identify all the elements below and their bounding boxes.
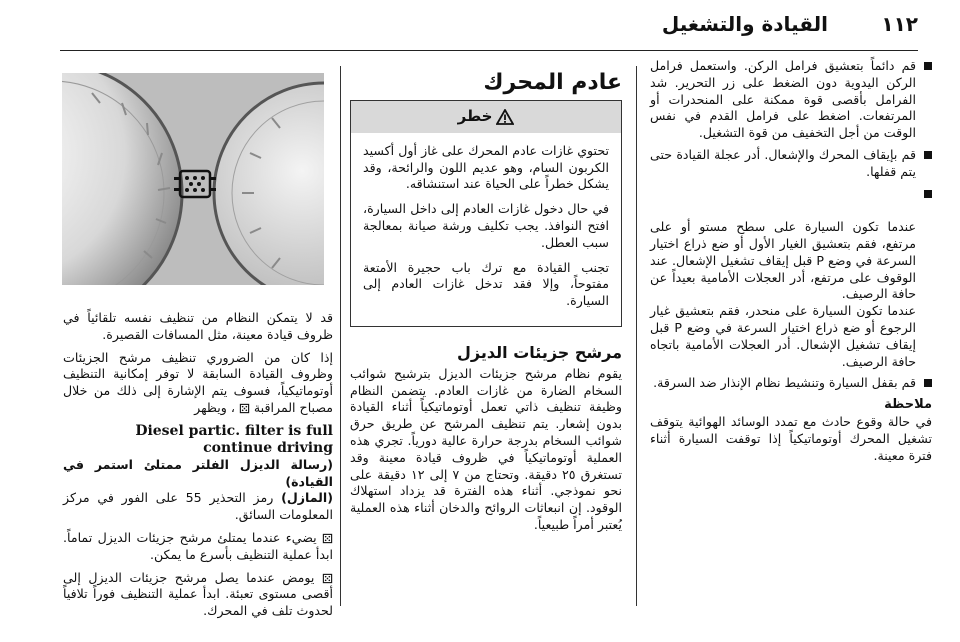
bullet-item: قم بإيقاف المحرك والإشعال. أدر عجلة القيادة حتى يتم قفلها. — [650, 147, 932, 181]
warning-paragraph: تحتوي غازات عادم المحرك على غاز أول أكسيد الكربون السام، وهو عديم اللون والرائحة، وقد يشكل خطراً على الحياة عند استنشاقه. — [363, 142, 609, 192]
diesel-particulate-filter-icon — [239, 403, 250, 414]
left-paragraph: يضيء عندما يمتلئ مرشح جزيئات الديزل تماماً. ابدأ عملية التنظيف بأسرع ما يمكن. — [63, 529, 333, 562]
bullet-item: قم دائماً بتعشيق فرامل الركن. واستعمل فرامل الركن اليدوية دون الضغط على زر التحرير. شد الفرامل بأقصى قوة ممكنة على المنحدرات أو المرتفعات. اضغط على فرامل القدم في نفس الوقت من أجل التخفيف من قوة التشغيل. — [650, 58, 932, 142]
section-heading: عادم المحرك — [483, 70, 622, 95]
subsection-title: مرشح جزيئات الديزل — [457, 342, 622, 362]
bullet-item: قم بقفل السيارة وتنشيط نظام الإنذار ضد السرقة. — [650, 375, 932, 392]
column-divider-right — [636, 66, 637, 606]
bullet-square-icon — [924, 190, 932, 198]
diesel-particulate-filter-icon — [322, 533, 333, 544]
warning-paragraph: تجنب القيادة مع ترك باب حجيرة الأمتعة مفتوحاً، وإلا فقد تدخل غازات العادم إلى السيارة. — [363, 259, 609, 309]
diesel-particulate-filter-icon — [322, 573, 333, 584]
left-paragraph: يومض عندما يصل مرشح جزيئات الديزل إلى أقصى مستوى تعبئة. ابدأ عملية التنظيف فوراً تلافياً لحدوث تلف في المحرك. — [63, 569, 333, 619]
middle-column — [350, 70, 622, 534]
bullet-square-icon — [924, 379, 932, 387]
warning-body — [351, 133, 621, 326]
note-title: ملاحظة — [884, 397, 932, 413]
bullet-square-icon — [924, 62, 932, 70]
left-paragraph: قد لا يتمكن النظام من تنظيف نفسه تلقائياً في ظروف قيادة معينة، مثل المسافات القصيرة. — [63, 310, 333, 342]
left-column — [63, 310, 333, 626]
subsection-body: يقوم نظام مرشح جزيئات الديزل بترشيح شوائب السخام الضارة من غازات العادم. يتضمن النظام وظيفة تنظيف ذاتي تعمل أوتوماتيكياً أثناء القيادة بدون إشعار. يتم تنظيف المرشح عن طريق حرق شوائب السخام بدرجة حرارة عالية دورياً. تجري هذه العملية أوتوماتيكياً في ظروف قيادة معينة وقد تستغرق ٢٥ دقيقة. وتحتاج من ٧ إلى ١٢ دقيقة على نحو نموذجي. أثناء هذه الفترة قد يزداد استهلاك الوقود. إن انبعاثات الروائح والدخان أثناء هذه العملية يُعتبر أمراً طبيعياً. — [350, 365, 622, 532]
note-text: في حالة وقوع حادث مع تمدد الوسائد الهوائية يتوقف تشغيل المحرك أوتوماتيكياً إذا توقفت السيارة أثناء فترة معينة. — [650, 413, 932, 463]
warning-header — [351, 101, 621, 133]
instrument-cluster-figure — [62, 73, 324, 285]
right-column — [650, 58, 932, 464]
left-paragraph: (المازل) رمز التحذير 55 على الفور في مركز المعلومات السائق. — [63, 490, 333, 523]
warning-label: خطر — [457, 107, 493, 126]
left-paragraph: إذا كان من الضروري تنظيف مرشح الجزيئات وظروف القيادة السابقة لا توفر إمكانية التنظيف أوتوماتيكياً، فسوف يتم الإشارة إلى ذلك من خلال مصباح المراقبة ، ويظهر — [63, 349, 333, 415]
page-header — [0, 10, 960, 40]
header-rule — [60, 50, 918, 51]
warning-box — [350, 100, 622, 327]
section-title: القيادة والتشغيل — [661, 12, 828, 36]
warning-triangle-icon — [496, 109, 514, 125]
column-divider-left — [340, 66, 341, 606]
bullet-item: عندما تكون السيارة على سطح مستو أو على مرتفع، فقم بتعشيق الغيار الأول أو ضع ذراع اختيار السرعة في وضع P قبل إيقاف تشغيل الإشعال. عند الوقوف على مرتفع، أدر العجلات الأمامية بعيداً عن حافة الرصيف. عندما تكون السيارة على منحدر، فقم بتعشيق غيار الرجوع أو ضع ذراع اختيار السرعة في وضع P قبل إيقاف تشغيل الإشعال. أدر العجلات الأمامية باتجاه حافة الرصيف. — [650, 186, 932, 371]
bullet-square-icon — [924, 151, 932, 159]
message-translation: (رسالة الديزل الفلتر ممتلئ استمر في القيادة) — [63, 456, 333, 489]
instrument-cluster-illustration — [62, 73, 324, 285]
page-number: ١١٢ — [881, 12, 918, 36]
english-message: Diesel partic. filter is full continue driving — [135, 422, 333, 456]
warning-paragraph: في حال دخول غازات العادم إلى داخل السيارة، افتح النوافذ. يجب تكليف ورشة صيانة بمعالجة سبب العطل. — [363, 201, 609, 250]
